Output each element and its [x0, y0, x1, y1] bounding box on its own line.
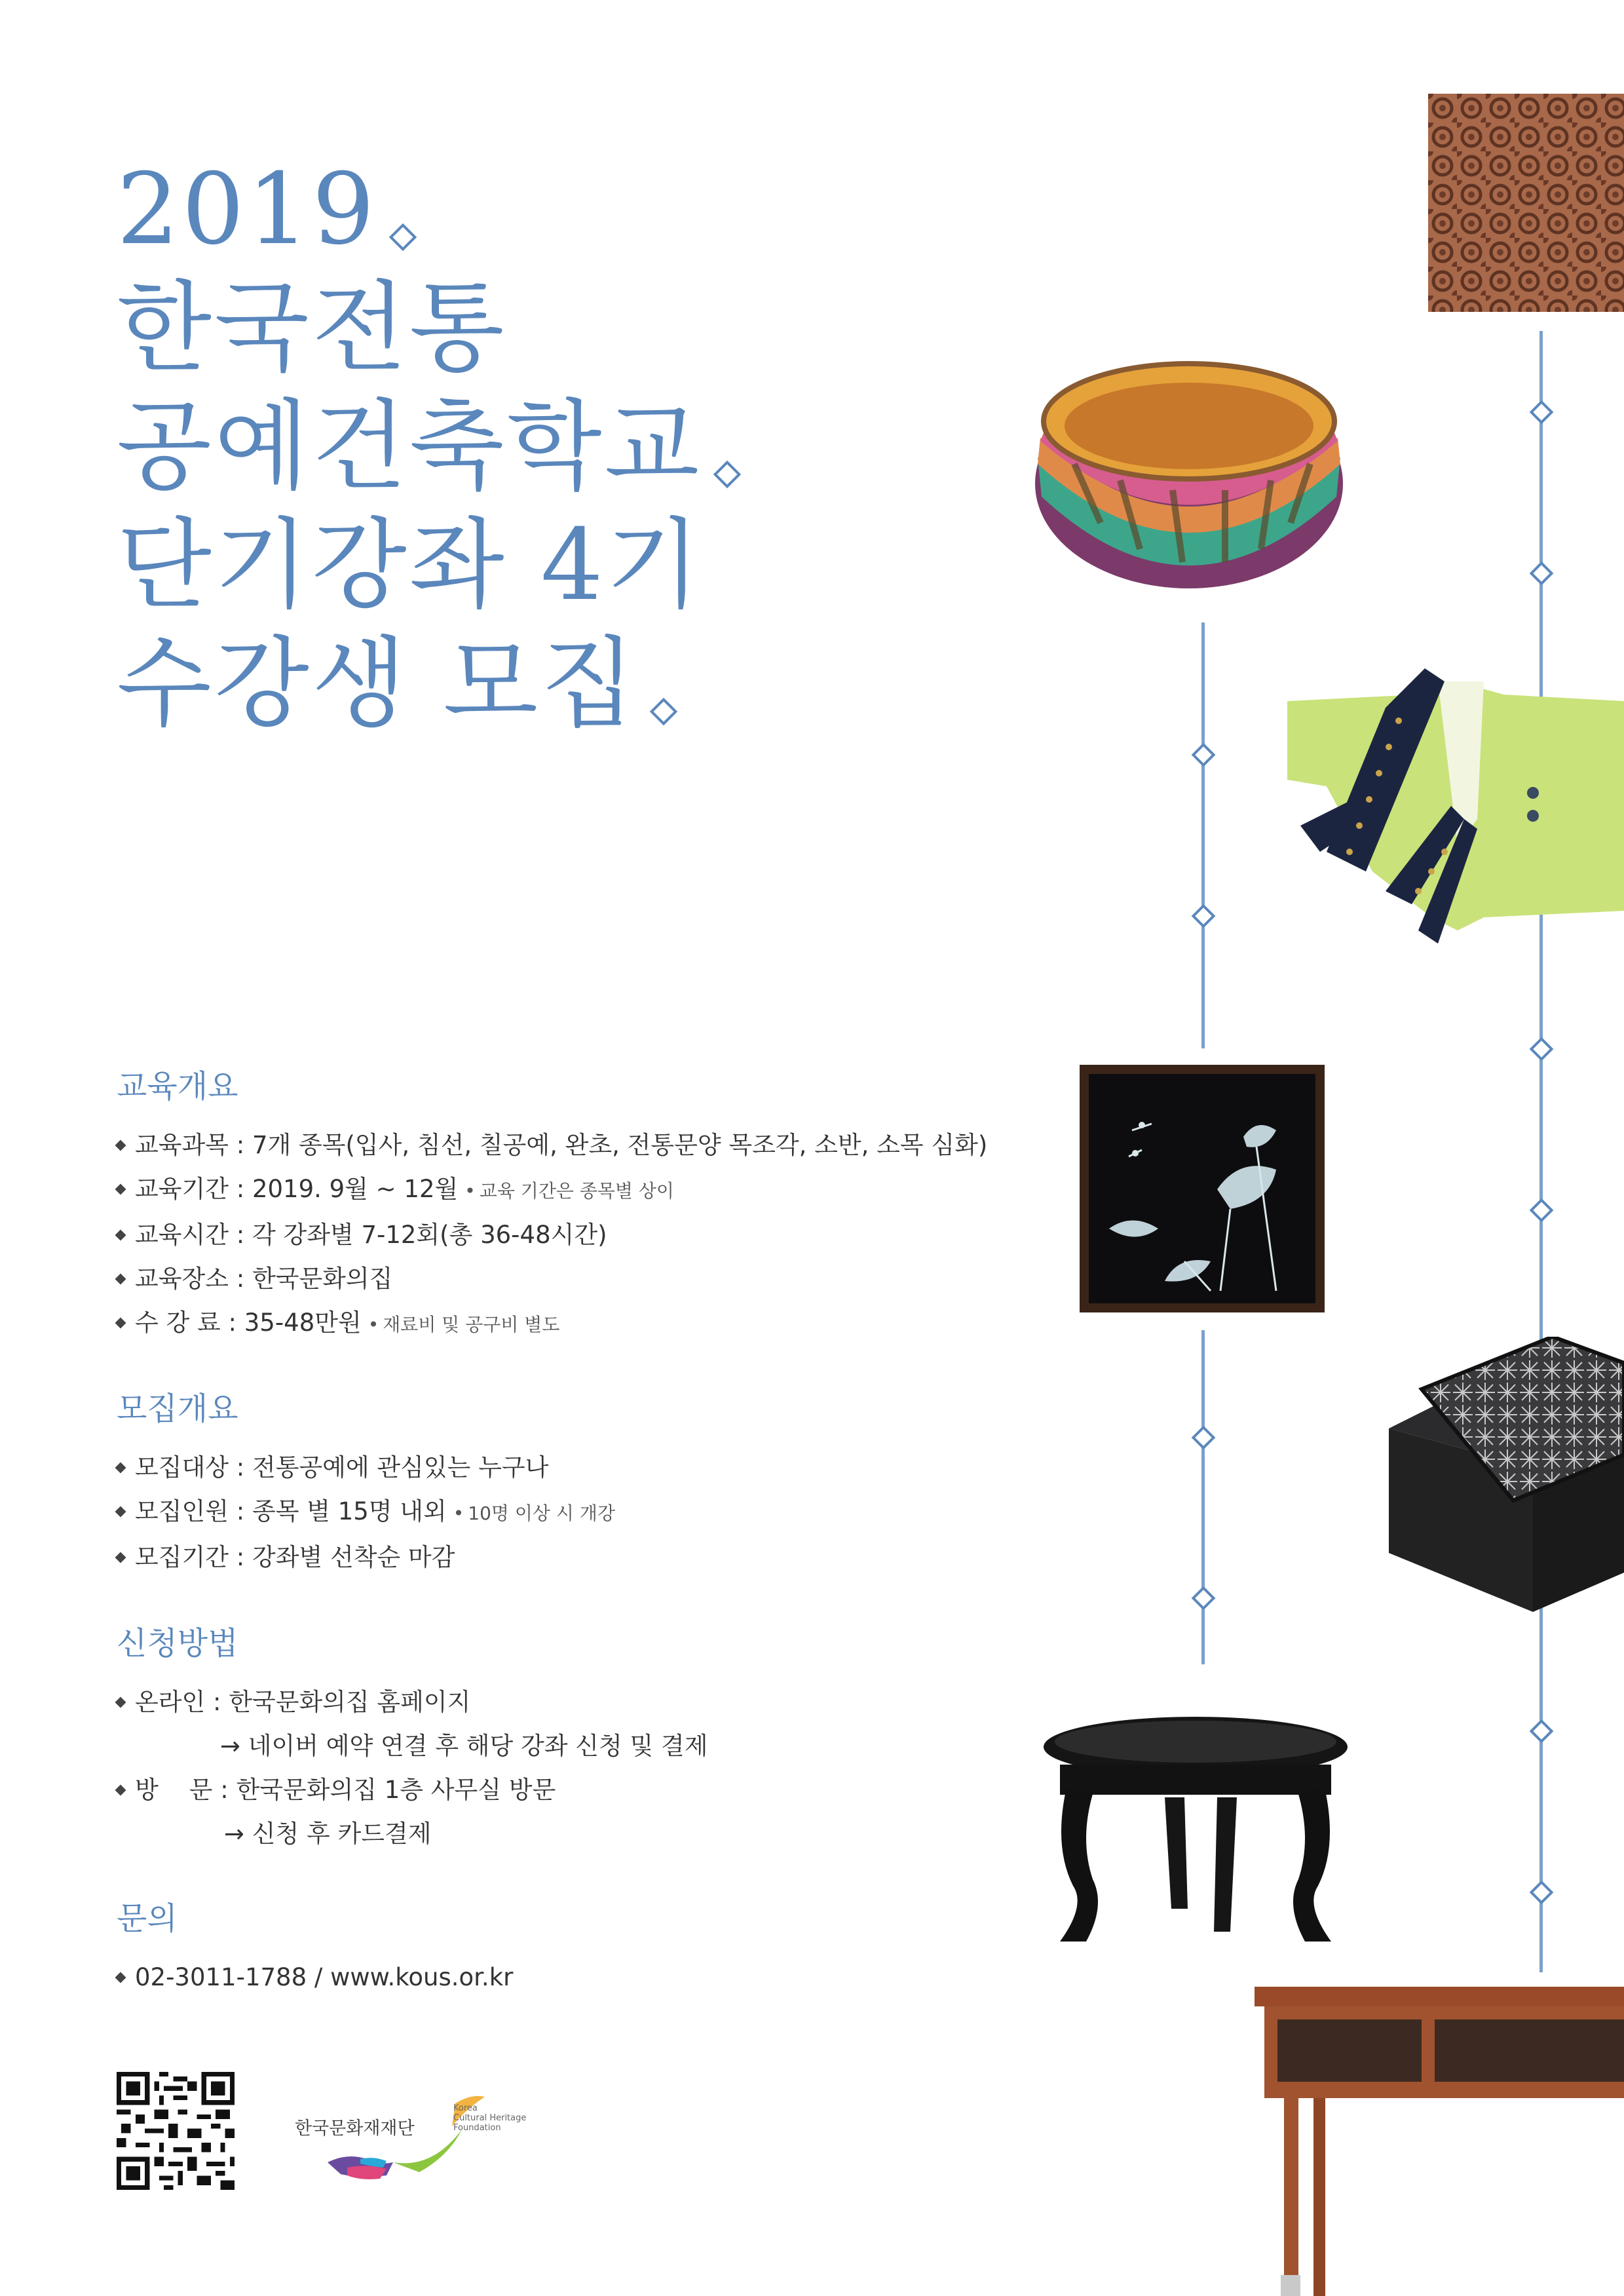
- foundation-name-en: Korea Cultural Heritage Foundation: [453, 2103, 527, 2133]
- recruitment-item: 모집기간 : 강좌별 선착순 마감: [117, 1535, 615, 1579]
- education-period-note: • 교육 기간은 종목별 상이: [464, 1180, 674, 1202]
- bullet-icon: [115, 1230, 126, 1241]
- contact-info: 02-3011-1788 / www.kous.or.kr: [117, 1955, 513, 1999]
- contact-section: [117, 1899, 513, 1999]
- wood-carving-image: [1428, 94, 1624, 312]
- bullet-icon: [115, 1274, 126, 1285]
- timeline-line-left-1: [1201, 622, 1205, 1048]
- title-line-2: 한국전통: [117, 271, 507, 385]
- qr-code[interactable]: [117, 2072, 235, 2190]
- title-line-3: 공예건축학교: [117, 388, 737, 507]
- recruitment-item: 모집대상 : 전통공예에 관심있는 누구나: [117, 1445, 615, 1489]
- diamond-icon: [389, 223, 417, 251]
- bullet-icon: [115, 1463, 126, 1474]
- recruitment-item: 모집인원 : 종목 별 15명 내외• 10명 이상 시 개강: [117, 1489, 615, 1535]
- timeline-node: [1192, 743, 1216, 767]
- recruitment-section: [117, 1389, 615, 1579]
- contact-heading: 문의: [117, 1900, 178, 1937]
- education-section: [117, 1067, 987, 1347]
- bullet-icon: [115, 1318, 126, 1329]
- timeline-node: [1530, 400, 1554, 425]
- apply-visit: 방 문 : 한국문화의집 1층 사무실 방문: [117, 1768, 708, 1812]
- tuition-note: • 재료비 및 공구비 별도: [368, 1314, 560, 1335]
- title-line-4: 단기강좌 4기: [117, 508, 704, 622]
- education-item: 교육기간 : 2019. 9월 ~ 12월• 교육 기간은 종목별 상이: [117, 1167, 987, 1213]
- recruitment-heading: 모집개요: [117, 1390, 238, 1427]
- lacquer-panel-image: [1080, 1065, 1325, 1312]
- timeline-node: [1530, 1881, 1554, 1905]
- timeline-node: [1530, 1198, 1554, 1223]
- timeline-line-left-2: [1201, 1330, 1205, 1664]
- diamond-icon: [713, 461, 741, 488]
- bullet-icon: [115, 1140, 126, 1151]
- poster-title: [117, 151, 737, 744]
- timeline-node: [1192, 904, 1216, 928]
- woven-basket-image: [1029, 359, 1350, 595]
- timeline-node: [1192, 1586, 1216, 1611]
- foundation-name-kr: 한국문화재재단: [295, 2118, 415, 2139]
- education-item: 교육시간 : 각 강좌별 7-12회(총 36-48시간): [117, 1213, 987, 1257]
- education-item: 교육장소 : 한국문화의집: [117, 1257, 987, 1301]
- apply-visit-detail: → 신청 후 카드결제: [224, 1820, 432, 1848]
- lacquer-box-image: [1363, 1337, 1624, 1625]
- wooden-desk-image: [1255, 1987, 1624, 2296]
- diamond-icon: [650, 698, 677, 725]
- title-line-year: 2019: [117, 151, 737, 269]
- bullet-icon: [115, 1184, 126, 1195]
- foundation-logo: [295, 2090, 531, 2182]
- bullet-icon: [115, 1972, 126, 1983]
- education-heading: 교육개요: [117, 1068, 238, 1105]
- timeline-node: [1192, 1426, 1216, 1450]
- bullet-icon: [115, 1785, 126, 1796]
- education-item: 교육과목 : 7개 종목(입사, 침선, 칠공예, 완초, 전통문양 목조각, 소반, 소목 심화): [117, 1123, 987, 1167]
- education-item: 수 강 료 : 35-48만원• 재료비 및 공구비 별도: [117, 1301, 987, 1347]
- apply-online: 온라인 : 한국문화의집 홈페이지: [117, 1680, 708, 1724]
- hanbok-image: [1287, 655, 1624, 970]
- timeline-node: [1530, 562, 1554, 586]
- apply-section: [117, 1624, 708, 1856]
- timeline-node: [1530, 1719, 1554, 1744]
- capacity-note: • 10명 이상 시 개강: [453, 1502, 615, 1524]
- bullet-icon: [115, 1506, 126, 1518]
- title-line-5: 수강생 모집: [117, 625, 737, 744]
- bullet-icon: [115, 1697, 126, 1708]
- apply-online-detail: → 네이버 예약 연결 후 해당 강좌 신청 및 결제: [220, 1732, 708, 1760]
- soban-table-image: [1040, 1715, 1351, 1958]
- apply-heading: 신청방법: [117, 1625, 238, 1662]
- timeline-node: [1530, 1037, 1554, 1062]
- bullet-icon: [115, 1552, 126, 1563]
